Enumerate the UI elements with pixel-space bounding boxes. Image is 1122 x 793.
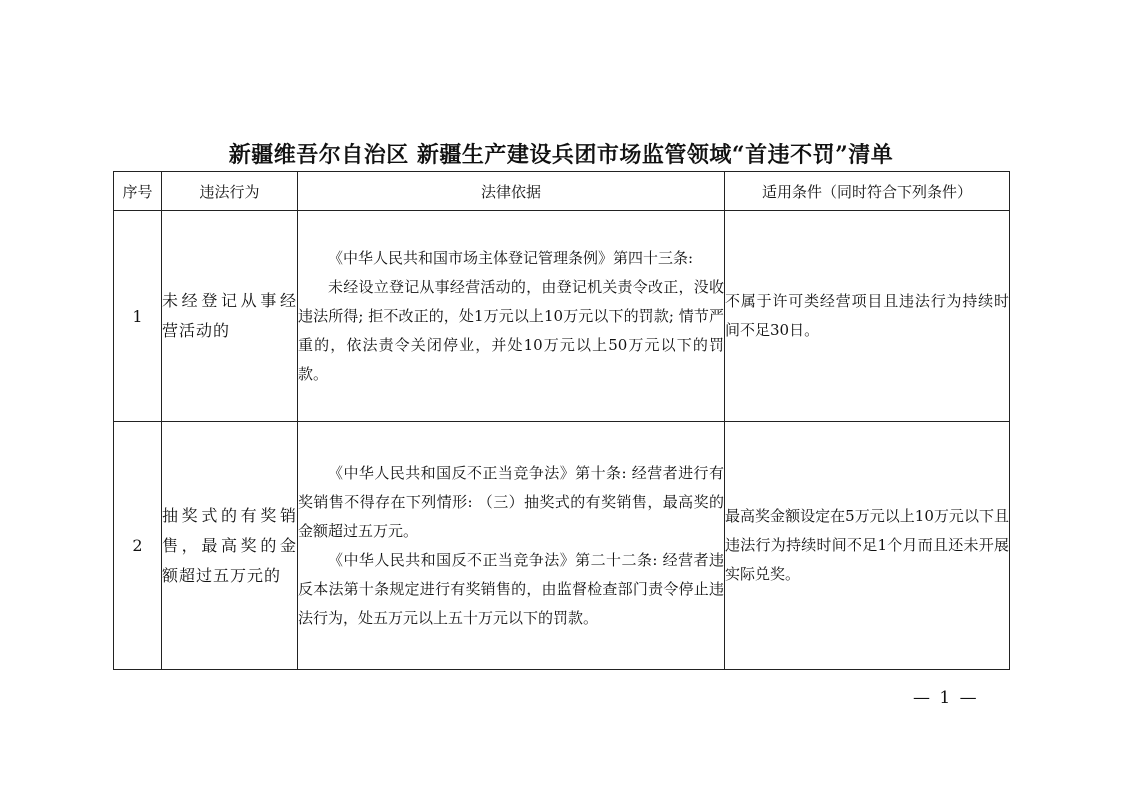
header-act: 违法行为 [162,172,298,211]
row-seq: 1 [114,211,162,422]
header-law: 法律依据 [298,172,725,211]
law-paragraph: 未经设立登记从事经营活动的，由登记机关责令改正，没收违法所得; 拒不改正的，处1万元以上10万元以下的罚款; 情节严重的，依法责令关闭停业，并处10万元以上50万元以下的罚款。 [298,277,724,383]
header-row [114,172,1010,211]
header-condition: 适用条件（同时符合下列条件） [725,172,1010,211]
law-paragraph: 《中华人民共和国反不正当竞争法》第十条: 经营者进行有奖销售不得存在下列情形: （三）抽奖式的有奖销售，最高奖的金额超过五万元。 [298,463,724,540]
row-act: 未经登记从事经营活动的 [162,211,298,422]
row-law [298,422,725,670]
law-paragraph: 《中华人民共和国反不正当竞争法》第二十二条: 经营者违反本法第十条规定进行有奖销售的，由监督检查部门责令停止违法行为，处五万元以上五十万元以下的罚款。 [298,550,724,627]
row-condition: 最高奖金额设定在5万元以上10万元以下且违法行为持续时间不足1个月而且还未开展实际兑奖。 [725,422,1010,670]
row-act: 抽奖式的有奖销售，最高奖的金额超过五万元的 [162,422,298,670]
first-violation-list-table [113,171,1010,670]
page-number: — 1 — [913,688,979,708]
header-seq: 序号 [114,172,162,211]
row-law [298,211,725,422]
law-paragraph: 《中华人民共和国市场主体登记管理条例》第四十三条: [328,248,694,267]
table-row [114,422,1010,670]
table-body [114,211,1010,670]
row-condition: 不属于许可类经营项目且违法行为持续时间不足30日。 [725,211,1010,422]
document-title: 新疆维吾尔自治区 新疆生产建设兵团市场监管领域“首违不罚”清单 [228,142,894,168]
row-seq: 2 [114,422,162,670]
table-row [114,211,1010,422]
table-header [114,172,1010,211]
